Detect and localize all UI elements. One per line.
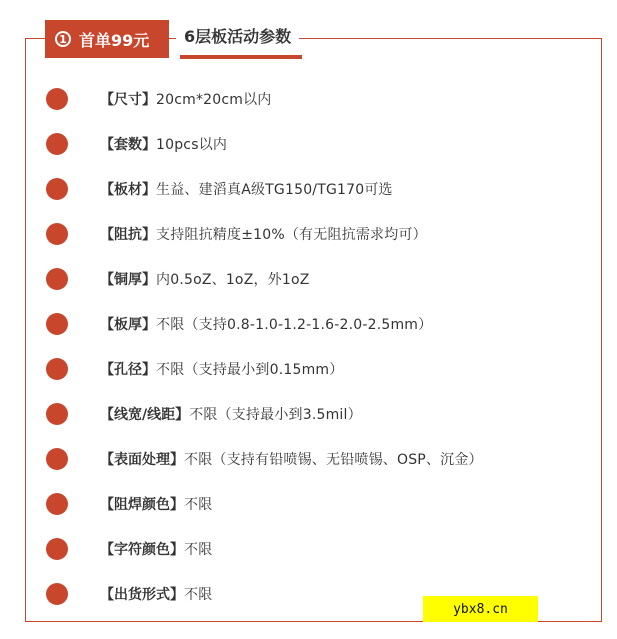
param-value: 不限 xyxy=(184,542,213,558)
bullet-dot-icon xyxy=(46,583,68,605)
param-label: 【板厚】 xyxy=(100,317,156,333)
param-label: 【表面处理】 xyxy=(100,452,184,468)
param-row-solder-mask-color xyxy=(46,493,212,515)
bullet-dot-icon xyxy=(46,178,68,200)
param-row-quantity xyxy=(46,133,227,155)
param-label: 【孔径】 xyxy=(100,362,156,378)
param-row-silkscreen-color xyxy=(46,538,212,560)
bullet-dot-icon xyxy=(46,133,68,155)
badge-title: 首单99元 xyxy=(79,30,150,50)
param-label: 【尺寸】 xyxy=(100,92,156,108)
title-underline xyxy=(180,55,302,59)
param-value: 10pcs以内 xyxy=(156,137,228,153)
bullet-dot-icon xyxy=(46,88,68,110)
circled-number-icon: 1 xyxy=(55,31,71,47)
param-value: 内0.5oZ、1oZ，外1oZ xyxy=(156,272,310,288)
bullet-dot-icon xyxy=(46,268,68,290)
param-value: 不限 xyxy=(184,587,213,603)
param-row-material xyxy=(46,178,393,200)
param-label: 【阻焊颜色】 xyxy=(100,497,184,513)
param-label: 【阻抗】 xyxy=(100,227,156,243)
param-value: 支持阻抗精度±10%（有无阻抗需求均可） xyxy=(156,227,427,243)
offer-badge xyxy=(45,20,169,58)
param-value: 20cm*20cm以内 xyxy=(156,92,272,108)
bullet-dot-icon xyxy=(46,538,68,560)
param-label: 【线宽/线距】 xyxy=(100,407,190,423)
site-watermark: ybx8.cn xyxy=(423,596,538,622)
param-label: 【板材】 xyxy=(100,182,156,198)
param-row-hole-diameter xyxy=(46,358,343,380)
param-row-delivery-format xyxy=(46,583,212,605)
bullet-dot-icon xyxy=(46,313,68,335)
param-row-size xyxy=(46,88,272,110)
param-label: 【铜厚】 xyxy=(100,272,156,288)
param-row-board-thickness xyxy=(46,313,432,335)
param-value: 不限（支持0.8-1.0-1.2-1.6-2.0-2.5mm） xyxy=(156,317,433,333)
bullet-dot-icon xyxy=(46,493,68,515)
bullet-dot-icon xyxy=(46,403,68,425)
param-row-impedance xyxy=(46,223,427,245)
param-row-surface-finish xyxy=(46,448,483,470)
param-value: 生益、建滔真A级TG150/TG170可选 xyxy=(156,182,393,198)
param-row-trace-width xyxy=(46,403,362,425)
section-title: 6层板活动参数 xyxy=(176,16,299,54)
bullet-dot-icon xyxy=(46,358,68,380)
param-row-copper-thickness xyxy=(46,268,310,290)
param-label: 【字符颜色】 xyxy=(100,542,184,558)
param-label: 【出货形式】 xyxy=(100,587,184,603)
param-value: 不限（支持有铅喷锡、无铅喷锡、OSP、沉金） xyxy=(184,452,483,468)
bullet-dot-icon xyxy=(46,448,68,470)
param-value: 不限（支持最小到3.5mil） xyxy=(189,407,362,423)
bullet-dot-icon xyxy=(46,223,68,245)
param-label: 【套数】 xyxy=(100,137,156,153)
param-value: 不限 xyxy=(184,497,213,513)
param-value: 不限（支持最小到0.15mm） xyxy=(156,362,344,378)
